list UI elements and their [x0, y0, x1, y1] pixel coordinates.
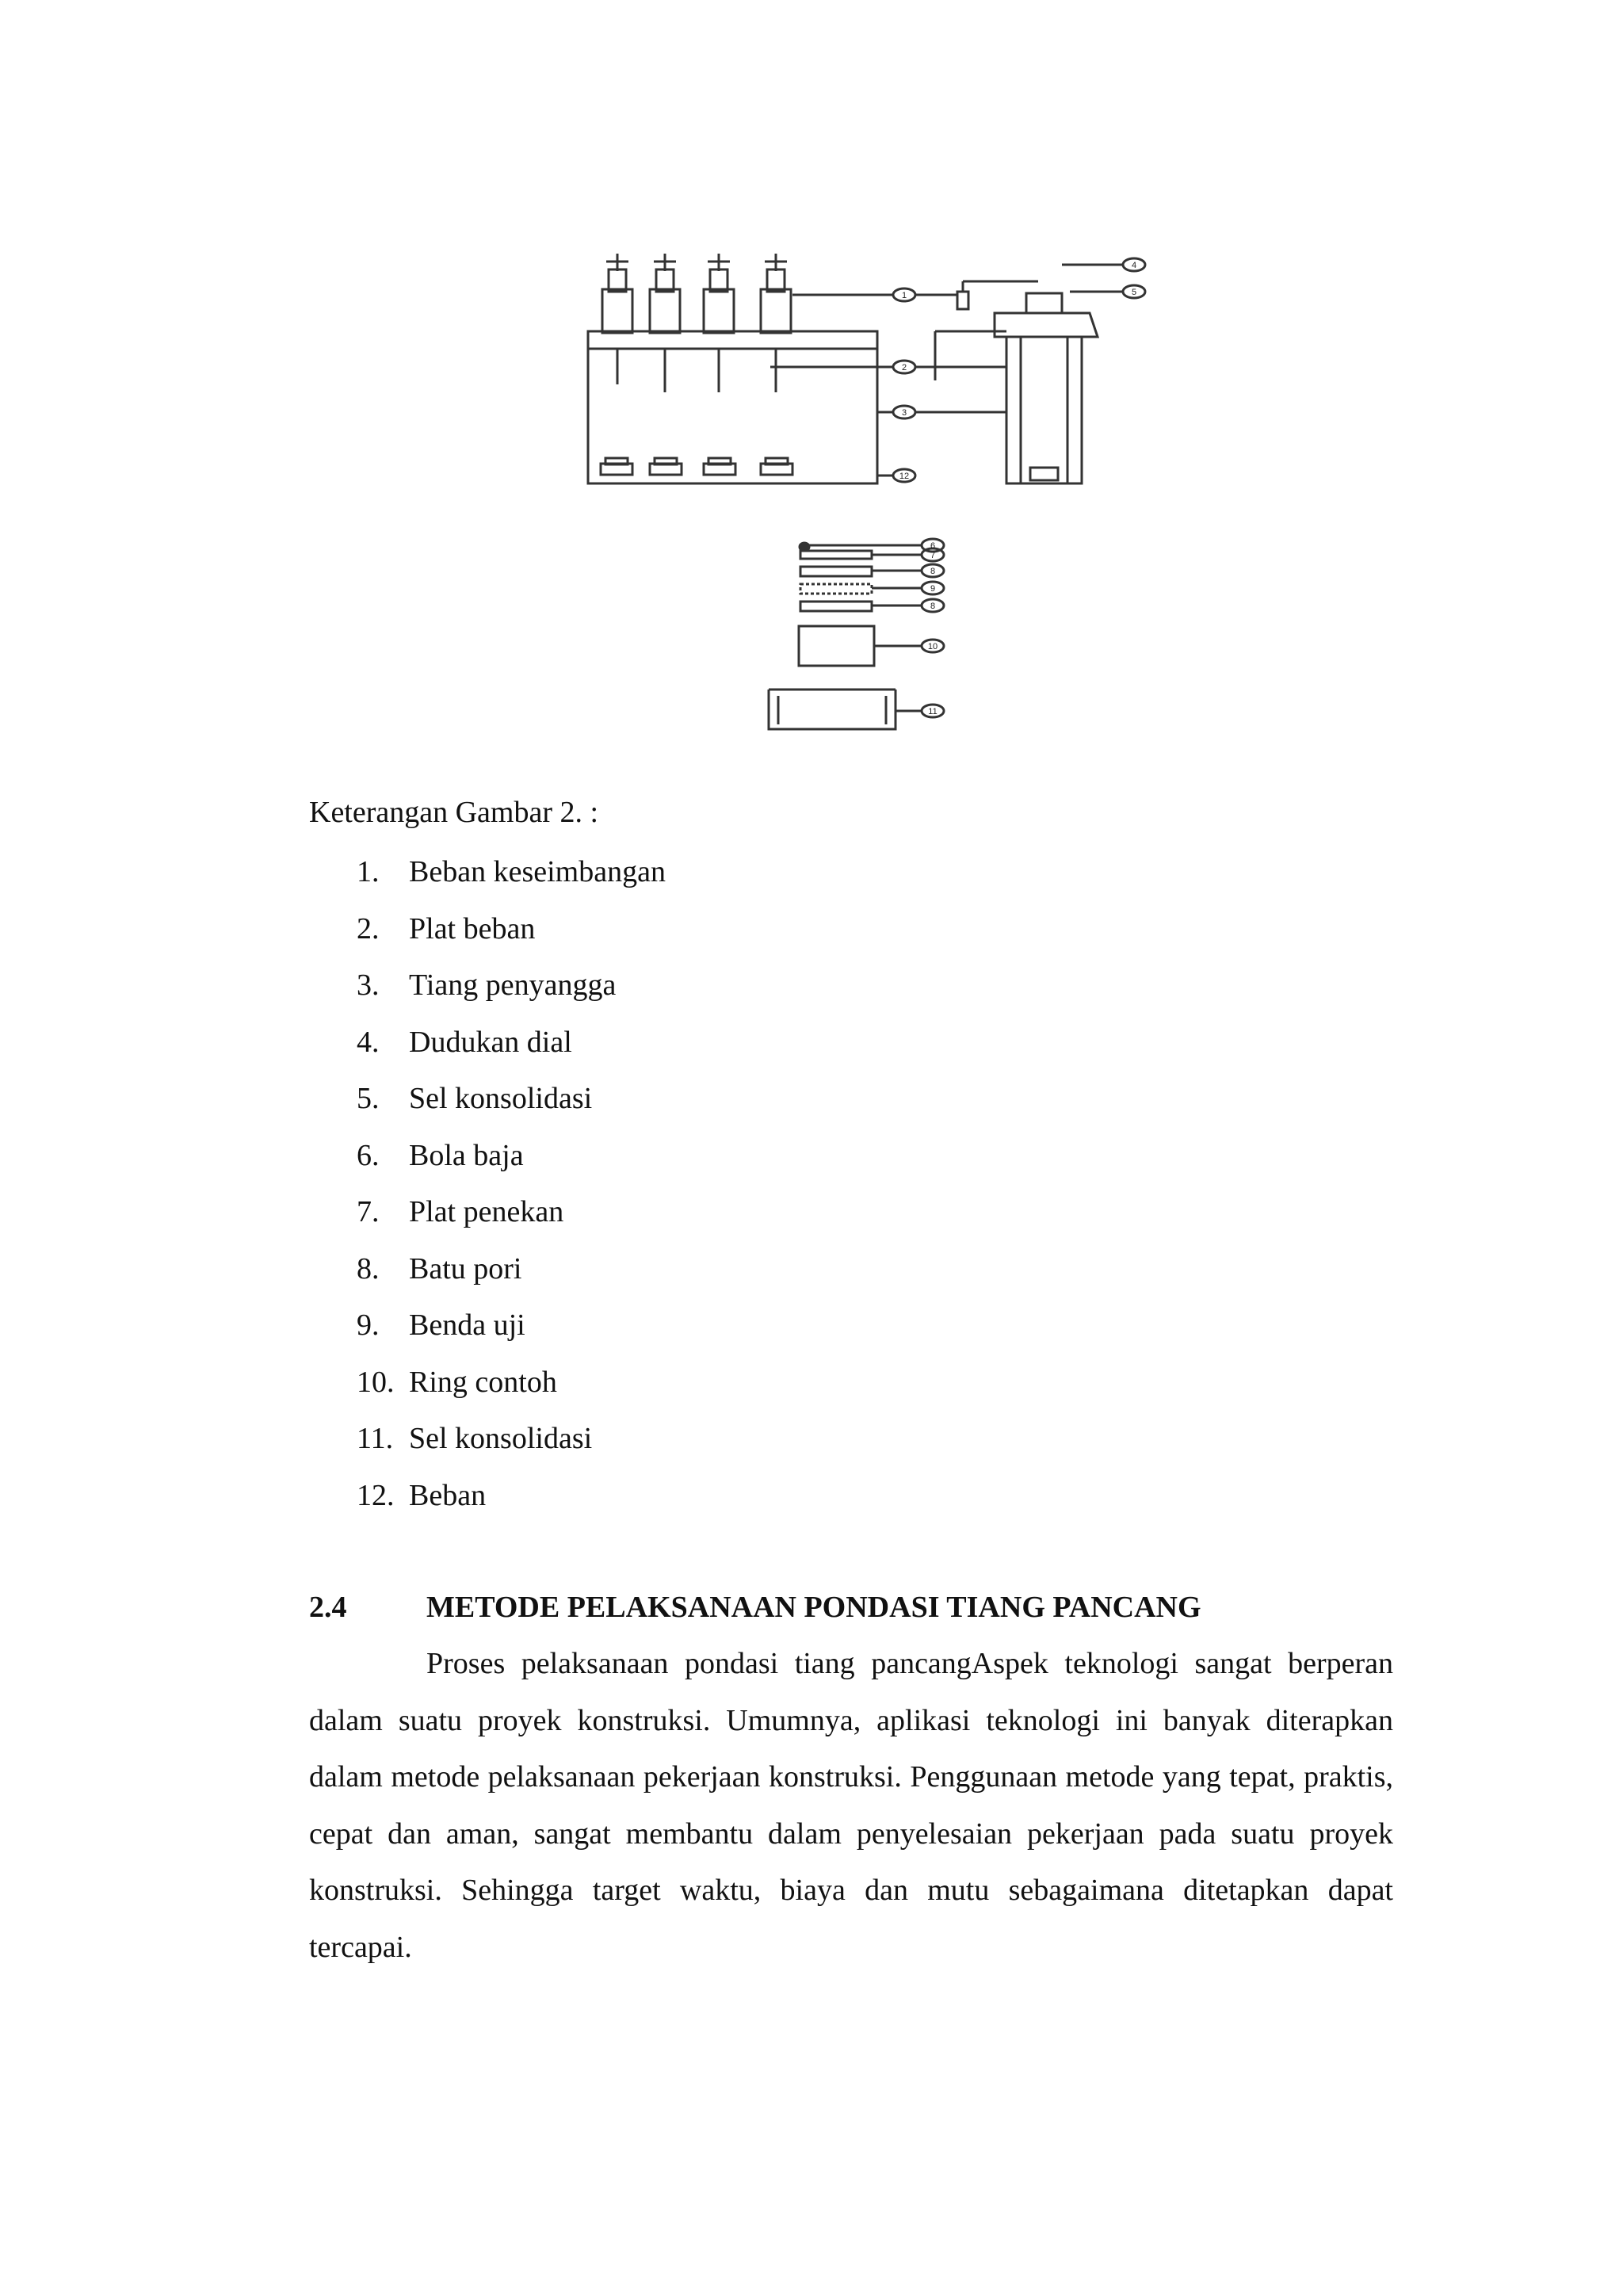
list-item: [357, 1241, 666, 1298]
callout-label: 11: [928, 707, 938, 716]
list-item-label: Benda uji: [409, 1308, 525, 1342]
list-item: [357, 901, 666, 958]
callout-label: 4: [1131, 261, 1137, 270]
list-item: [357, 1128, 666, 1185]
list-item-label: Plat penekan: [409, 1195, 564, 1228]
list-item-number: 3.: [357, 968, 380, 1002]
callout-label: 7: [930, 551, 936, 560]
figure-caption: Keterangan Gambar 2. :: [309, 796, 599, 829]
list-item-number: 6.: [357, 1138, 380, 1172]
callout-label: 3: [901, 408, 907, 418]
list-item-label: Tiang penyangga: [409, 968, 617, 1002]
list-item-number: 11.: [357, 1422, 394, 1455]
callout-label: 9: [930, 584, 936, 594]
section-title: METODE PELAKSANAAN PONDASI TIANG PANCANG: [426, 1591, 1201, 1624]
list-item-label: Batu pori: [409, 1251, 522, 1286]
callout-label: 6: [930, 541, 936, 551]
list-item-label: Sel konsolidasi: [409, 1082, 593, 1115]
list-item-label: Beban keseimbangan: [409, 855, 666, 888]
list-item: [357, 1468, 666, 1525]
list-item: [357, 1297, 666, 1354]
list-item: [357, 844, 666, 901]
callout-label: 5: [1131, 288, 1137, 297]
consolidation-apparatus-figure: [563, 238, 1212, 745]
legend-list: [357, 844, 666, 1524]
apparatus-drawing: [563, 238, 1212, 745]
list-item-label: Dudukan dial: [409, 1025, 572, 1059]
callout-label: 1: [901, 291, 907, 300]
callout-label: 8: [930, 602, 936, 611]
section-number: 2.4: [309, 1591, 347, 1624]
list-item-number: 12.: [357, 1478, 395, 1512]
callout-label: 8: [930, 567, 936, 576]
list-item: [357, 1184, 666, 1241]
list-item-number: 7.: [357, 1195, 380, 1228]
list-item: [357, 1354, 666, 1412]
list-item: [357, 1014, 666, 1072]
list-item-number: 8.: [357, 1251, 380, 1286]
list-item-label: Sel konsolidasi: [409, 1422, 593, 1455]
list-item-number: 4.: [357, 1025, 380, 1059]
callout-label: 10: [927, 642, 938, 651]
list-item-number: 1.: [357, 855, 380, 888]
list-item: [357, 957, 666, 1014]
list-item: [357, 1071, 666, 1128]
section-heading: [309, 1584, 1201, 1631]
list-item-number: 10.: [357, 1365, 395, 1399]
list-item-label: Ring contoh: [409, 1365, 557, 1399]
list-item-number: 5.: [357, 1082, 380, 1115]
list-item-label: Bola baja: [409, 1138, 524, 1172]
list-item-number: 9.: [357, 1308, 380, 1342]
list-item: [357, 1411, 666, 1468]
list-item-label: Beban: [409, 1478, 487, 1512]
body-paragraph: Proses pelaksanaan pondasi tiang pancangAspek teknologi sangat berperan dalam suatu proyek konstruksi. Umumnya, aplikasi teknologi ini banyak diterapkan dalam metode pelaksanaan pekerjaan konstruksi. Penggunaan metode yang tepat, praktis, cepat dan aman, sangat membantu dalam penyelesaian pekerjaan pada suatu proyek konstruksi. Sehingga target waktu, biaya dan mutu sebagaimana ditetapkan dapat tercapai.: [309, 1647, 1393, 1964]
callout-label: 2: [901, 363, 907, 372]
callout-label: 12: [899, 472, 910, 481]
list-item-label: Plat beban: [409, 911, 536, 946]
list-item-number: 2.: [357, 911, 380, 946]
